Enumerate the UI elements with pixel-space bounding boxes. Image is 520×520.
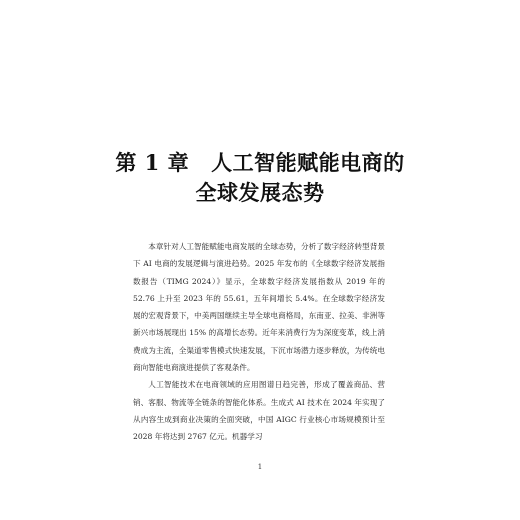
body-text [133, 238, 385, 446]
chapter-title-line2: 全球发展态势 [195, 180, 325, 205]
chapter-title-line1 [0, 148, 520, 178]
paragraph-2: 人工智能技术在电商领域的应用图谱日趋完善，形成了覆盖商品、营销、客服、物流等全链条的智能化体系。生成式 AI 技术在 2024 年实现了从内容生成到商业决策的全面突破，中国 AIGC 行业核心市场规模预计至 2028 年将达到 2767 亿元。机器学习 [133, 380, 385, 442]
page-number: 1 [257, 463, 263, 471]
chapter-title-text1: 人工智能赋能电商的 [211, 150, 405, 175]
chapter-number: 第 1 章 [115, 150, 190, 175]
paragraph-1: 本章针对人工智能赋能电商发展的全球态势，分析了数字经济转型背景下 AI 电商的发展逻辑与演进趋势。2025 年发布的《全球数字经济发展指数报告（TIMG 2024）》显示，全球数字经济发展指数从 2019 年的 52.76 上升至 2023 年的 55.61，五年间增长 5.4%。在全球数字经济发展的宏观背景下，中美两国继续主导全球电商格局，东南亚、拉美、非洲等新兴市场展现出 15% 的高增长态势。近年来消费行为为深度变革，线上消费成为主流，全渠道零售模式快速发展，下沉市场潜力逐步释放，为传统电商向智能电商演进提供了客观条件。 [133, 242, 385, 373]
chapter-title [0, 148, 520, 208]
